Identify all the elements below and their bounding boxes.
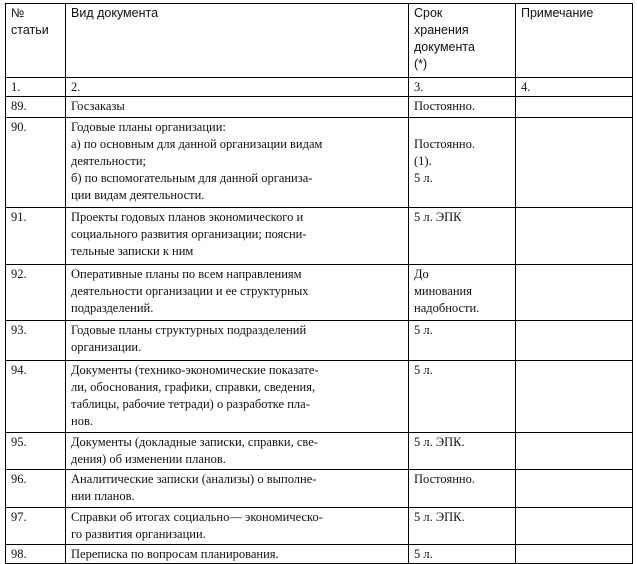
column-number-row <box>6 78 633 97</box>
column-number-4: 4. <box>516 78 633 97</box>
row-doc-type: Оперативные планы по всем направлениям деятельности организации и ее структурных подразделений. <box>66 265 409 321</box>
row-retention: 5 л. <box>409 361 516 433</box>
table-row <box>6 361 633 433</box>
row-number: 92. <box>6 265 66 321</box>
table-row <box>6 208 633 265</box>
row-note <box>516 361 633 433</box>
row-note <box>516 545 633 564</box>
column-number-1: 1. <box>6 78 66 97</box>
row-number: 89. <box>6 97 66 118</box>
table-row <box>6 545 633 564</box>
retention-schedule-table <box>5 3 633 564</box>
row-retention: 5 л. ЭПК. <box>409 433 516 470</box>
row-doc-type: Госзаказы <box>66 97 409 118</box>
row-retention: Постоянно. <box>409 97 516 118</box>
header-doc-type: Вид документа <box>66 4 409 78</box>
table-row <box>6 97 633 118</box>
row-note <box>516 433 633 470</box>
row-doc-type: Годовые планы структурных подразделений организации. <box>66 321 409 361</box>
row-number: 98. <box>6 545 66 564</box>
table-row <box>6 118 633 208</box>
table-row <box>6 321 633 361</box>
header-row <box>6 4 633 78</box>
row-retention: До минования надобности. <box>409 265 516 321</box>
row-note <box>516 508 633 545</box>
row-number: 91. <box>6 208 66 265</box>
row-doc-type: Аналитические записки (анализы) о выполне- нии планов. <box>66 470 409 508</box>
column-number-2: 2. <box>66 78 409 97</box>
row-retention: 5 л. ЭПК <box>409 208 516 265</box>
row-note <box>516 470 633 508</box>
header-number: № статьи <box>6 4 66 78</box>
row-note <box>516 97 633 118</box>
row-retention: 5 л. <box>409 545 516 564</box>
column-number-3: 3. <box>409 78 516 97</box>
row-number: 93. <box>6 321 66 361</box>
row-retention: Постоянно. <box>409 470 516 508</box>
row-doc-type: Переписка по вопросам планирования. <box>66 545 409 564</box>
row-doc-type: Документы (докладные записки, справки, све- дения) об изменении планов. <box>66 433 409 470</box>
header-note: Примечание <box>516 4 633 78</box>
row-doc-type: Справки об итогах социально— экономическо- го развития организации. <box>66 508 409 545</box>
header-retention: Срок хранения документа (*) <box>409 4 516 78</box>
row-doc-type: Документы (технико-экономические показате- ли, обоснования, графики, справки, сведения, таблицы, рабочие тетради) о разработке пла- нов. <box>66 361 409 433</box>
row-doc-type: Годовые планы организации: а) по основным для данной организации видам деятельности; б) по вспомогательным для данной организа- ции видам деятельности. <box>66 118 409 208</box>
row-number: 94. <box>6 361 66 433</box>
table-row <box>6 265 633 321</box>
row-note <box>516 321 633 361</box>
row-retention: 5 л. ЭПК. <box>409 508 516 545</box>
row-retention: 5 л. <box>409 321 516 361</box>
table-row <box>6 508 633 545</box>
row-number: 97. <box>6 508 66 545</box>
row-number: 90. <box>6 118 66 208</box>
row-note <box>516 208 633 265</box>
table-row <box>6 470 633 508</box>
row-number: 95. <box>6 433 66 470</box>
row-number: 96. <box>6 470 66 508</box>
row-doc-type: Проекты годовых планов экономического и социального развития организации; поясни- тельные записки к ним <box>66 208 409 265</box>
row-retention: Постоянно. (1). 5 л. <box>409 118 516 208</box>
table-row <box>6 433 633 470</box>
row-note <box>516 118 633 208</box>
row-note <box>516 265 633 321</box>
